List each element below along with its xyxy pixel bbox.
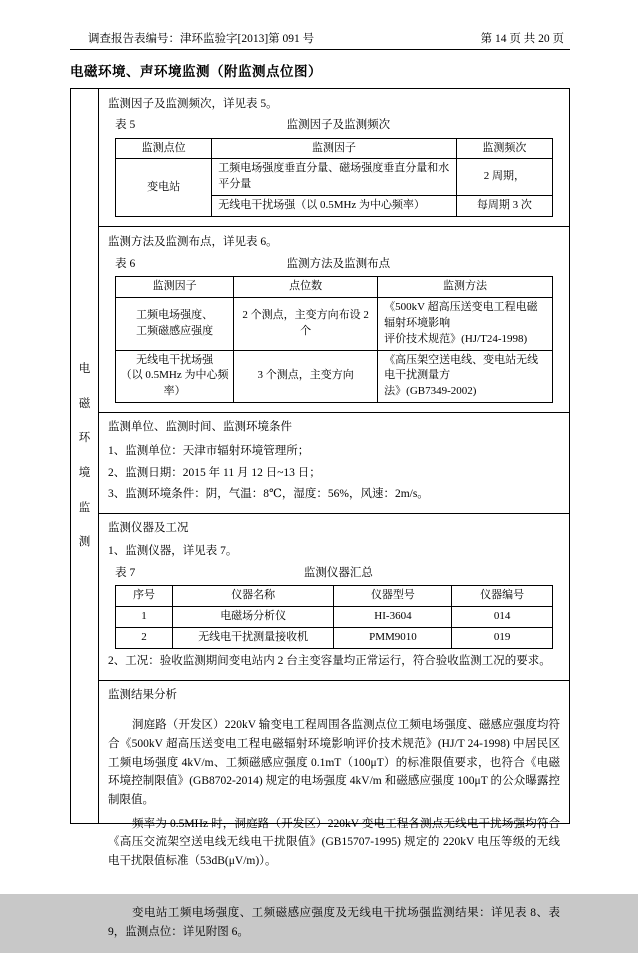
- vertical-label-char-2: 环: [78, 432, 91, 445]
- section-instruments: [99, 514, 569, 681]
- table6-method-0: [378, 297, 553, 350]
- table6-header-2: 监测方法: [378, 276, 553, 297]
- section2-lead: 监测方法及监测布点，详见表 6。: [108, 236, 278, 249]
- page-title: 电磁环境、声环境监测（附监测点位图）: [70, 64, 322, 79]
- content-frame: [70, 88, 570, 938]
- table5-freq-0: 2 周期，: [456, 159, 552, 196]
- table-row: [116, 297, 553, 350]
- table6-method-1-line2: 法》(GB7349-2002): [384, 385, 477, 398]
- table6-caption: [115, 256, 553, 273]
- table7-r0c0: 1: [116, 607, 173, 628]
- table6-factor-1: [116, 350, 234, 403]
- section1-lead: 监测因子及监测频次，详见表 5。: [108, 98, 278, 110]
- section4-title: 监测仪器及工况: [108, 521, 189, 534]
- table5-number: 表 5: [115, 119, 136, 132]
- section4-lead: 1、监测仪器，详见表 7。: [108, 545, 238, 558]
- table7-header-1: 仪器名称: [172, 586, 334, 607]
- table7-header-0: 序号: [116, 586, 173, 607]
- table7-r0c3: 014: [452, 607, 552, 628]
- table7-r1c3: 019: [452, 628, 552, 649]
- table5-title: 监测因子及监测频次: [286, 119, 391, 132]
- section-monitoring-factors: [99, 89, 569, 227]
- table6-points-1: 3 个测点，主变方向: [234, 350, 378, 403]
- table5-freq-1: 每周期 3 次: [456, 196, 552, 217]
- table6-method-0-line1: 《500kV 超高压送变电工程电磁辐射环境影响: [384, 300, 538, 329]
- table7-header-3: 仪器编号: [452, 586, 552, 607]
- vertical-label-char-3: 境: [78, 467, 91, 479]
- page-header: [70, 30, 570, 50]
- table-row: [116, 607, 553, 628]
- report-number: 调查报告表编号：津环监验字[2013]第 091 号: [88, 33, 315, 45]
- table7-r1c1: 无线电干扰测量接收机: [172, 628, 334, 649]
- table7-r0c1: 电磁场分析仪: [172, 607, 334, 628]
- table5-header-2: 监测频次: [456, 138, 552, 159]
- vertical-label-char-1: 磁: [78, 397, 91, 410]
- table6-method-0-line2: 评价技术规范》(HJ/T24-1998): [384, 332, 528, 345]
- section5-title: 监测结果分析: [108, 688, 177, 701]
- table7-r0c2: HI-3604: [334, 607, 452, 628]
- section3-item-0: 1、监测单位：天津市辐射环境管理所；: [108, 444, 310, 457]
- table6-factor-0-line2: 工频磁感应强度: [136, 324, 214, 337]
- table-row: [116, 350, 553, 403]
- vertical-label-char-0: 电: [78, 363, 91, 376]
- table6-factor-0: [116, 297, 234, 350]
- table7-number: 表 7: [115, 567, 136, 580]
- section5-paragraph-1: 频率为 0.5MHz 时，洞庭路（开发区）220kV 变电工程各测点无线电干扰场强均符合《高压交流架空送电线无线电干扰限值》(GB15707-1995) 规定的 220kV 电压等级的无线电干扰限值标准（53dB(μV/m)）。: [108, 817, 560, 867]
- table6-method-1: [378, 350, 553, 403]
- section-results-analysis: [99, 681, 569, 953]
- section-monitoring-methods: [99, 227, 569, 413]
- table6-factor-1-line2: （以 0.5MHz 为中心频率）: [120, 369, 229, 398]
- table6-number: 表 6: [115, 257, 136, 270]
- content-column: [99, 89, 569, 938]
- vertical-label-char-4: 监: [78, 501, 91, 514]
- table5-factor-1: 无线电干扰场强（以 0.5MHz 为中心频率）: [212, 196, 457, 217]
- section-unit-time-conditions: [99, 413, 569, 514]
- table5-header-1: 监测因子: [212, 138, 457, 159]
- table-row: [116, 628, 553, 649]
- table-monitoring-factors: [115, 138, 553, 218]
- section4-note: 2、工况：验收监测期间变电站内 2 台主变容量均正常运行，符合验收监测工况的要求。: [108, 655, 551, 668]
- page-number: 第 14 页 共 20 页: [480, 33, 564, 45]
- table-instruments: [115, 585, 553, 649]
- table7-r1c0: 2: [116, 628, 173, 649]
- page-sheet: [70, 30, 570, 938]
- table-row: [116, 276, 553, 297]
- table6-title: 监测方法及监测布点: [286, 257, 391, 270]
- table6-factor-0-line1: 工频电场强度、: [136, 308, 214, 321]
- section3-item-1: 2、监测日期：2015 年 11 月 12 日~13 日；: [108, 466, 321, 479]
- table6-method-1-line1: 《高压架空送电线、变电站无线电干扰测量方: [384, 353, 539, 382]
- table6-points-0: 2 个测点，主变方向布设 2 个: [234, 297, 378, 350]
- table7-caption: [115, 565, 553, 582]
- table7-header-2: 仪器型号: [334, 586, 452, 607]
- table-row: [116, 138, 553, 159]
- section3-title: 监测单位、监测时间、监测环境条件: [108, 421, 292, 434]
- table5-factor-0: 工频电场强度垂直分量、磁场强度垂直分量和水平分量: [212, 159, 457, 196]
- table6-header-1: 点位数: [234, 276, 378, 297]
- table5-point: 变电站: [116, 159, 212, 217]
- table7-title: 监测仪器汇总: [303, 567, 373, 580]
- section3-item-2: 3、监测环境条件：阴，气温：8℃，湿度：56%，风速：2m/s。: [108, 488, 429, 501]
- table-row: [116, 159, 553, 196]
- section5-paragraph-2: 变电站工频电场强度、工频磁感应强度及无线电干扰场强监测结果：详见表 8、表 9，监测点位：详见附图 6。: [108, 907, 560, 938]
- table-monitoring-methods: [115, 276, 553, 404]
- table-row: [116, 586, 553, 607]
- vertical-label-char-5: 测: [78, 536, 91, 549]
- table6-factor-1-line1: 无线电干扰场强: [136, 353, 214, 366]
- table6-header-0: 监测因子: [116, 276, 234, 297]
- vertical-section-label: [71, 89, 99, 823]
- table7-r1c2: PMM9010: [334, 628, 452, 649]
- table5-caption: [115, 117, 553, 134]
- section5-paragraph-0: 洞庭路（开发区）220kV 输变电工程周围各监测点位工频电场强度、磁感应强度均符合《500kV 超高压送变电工程电磁辐射环境影响评价技术规范》(HJ/T 24-1998) 中居民区工频电场强度 4kV/m、工频磁感应强度 0.1mT（100μT）的标准限值要求，也符合《电磁环境控制限值》(GB8702-2014) 规定的电场强度 4kV/m 和磁感应强度 100μT 的公众曝露控制限值。: [108, 719, 560, 806]
- table5-header-0: 监测点位: [116, 138, 212, 159]
